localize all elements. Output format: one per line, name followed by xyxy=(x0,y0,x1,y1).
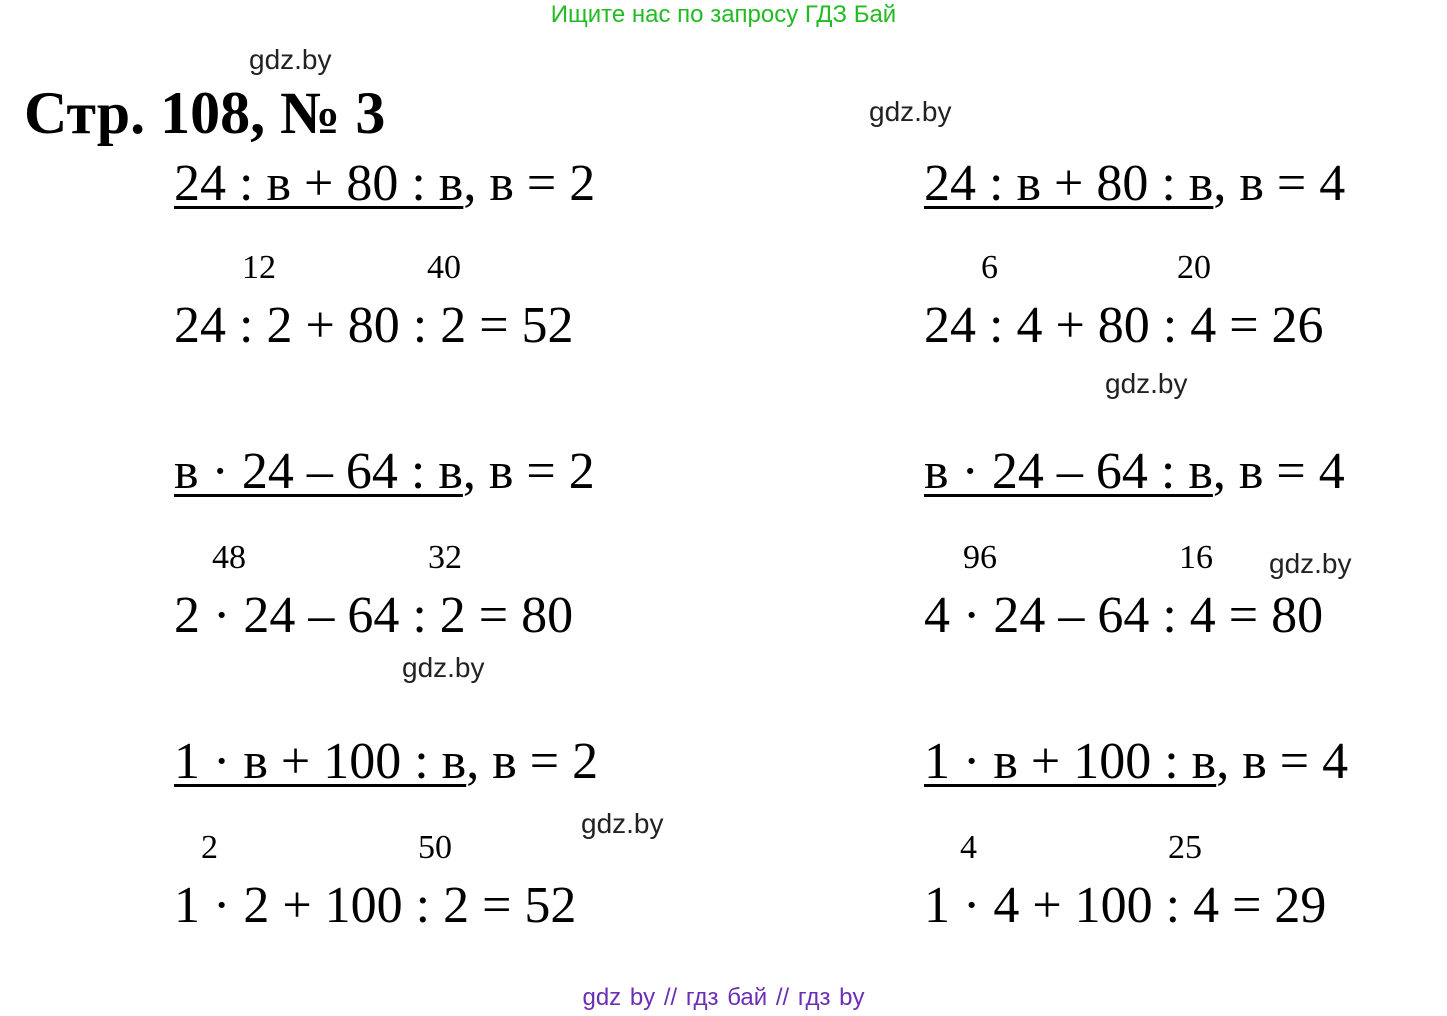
intermediate-value: 16 xyxy=(1179,539,1213,576)
calculation: 1 · 4 + 100 : 4 = 29 xyxy=(924,877,1327,934)
expression-underlined: в · 24 – 64 : в xyxy=(924,443,1213,500)
intermediate-value: 25 xyxy=(1168,829,1202,866)
intermediate-value: 2 xyxy=(201,829,218,866)
watermark: gdz.by xyxy=(402,652,485,683)
expression xyxy=(174,442,595,502)
expression-condition: , в = 2 xyxy=(462,443,595,500)
calculation: 1 · 2 + 100 : 2 = 52 xyxy=(174,877,577,934)
watermark: gdz.by xyxy=(581,808,664,839)
intermediate-value: 20 xyxy=(1177,249,1211,286)
watermark: gdz.by xyxy=(869,96,952,127)
expression xyxy=(924,442,1345,502)
watermark: gdz.by xyxy=(1105,368,1188,399)
expression xyxy=(924,732,1348,792)
expression-underlined: 1 · в + 100 : в xyxy=(924,733,1217,790)
expression-condition: , в = 4 xyxy=(1216,733,1349,790)
intermediate-value: 50 xyxy=(418,829,452,866)
expression-underlined: 24 : в + 80 : в xyxy=(174,155,464,212)
intermediate-value: 40 xyxy=(427,249,461,286)
expression xyxy=(174,732,598,792)
bottom-banner: gdz by // гдз бай // гдз by xyxy=(582,984,865,1011)
intermediate-value: 32 xyxy=(428,539,462,576)
calculation: 2 · 24 – 64 : 2 = 80 xyxy=(174,587,574,644)
watermark: gdz.by xyxy=(249,44,332,75)
intermediate-value: 12 xyxy=(242,249,276,286)
expression-condition: , в = 2 xyxy=(463,155,596,212)
expression-underlined: 24 : в + 80 : в xyxy=(924,155,1214,212)
intermediate-value: 96 xyxy=(963,539,997,576)
page-title: Стр. 108, № 3 xyxy=(24,80,386,146)
calculation: 24 : 2 + 80 : 2 = 52 xyxy=(174,297,574,354)
expression xyxy=(924,154,1345,214)
intermediate-value: 6 xyxy=(981,249,998,286)
expression-condition: , в = 4 xyxy=(1212,443,1345,500)
calculation: 4 · 24 – 64 : 4 = 80 xyxy=(924,587,1324,644)
expression-underlined: 1 · в + 100 : в xyxy=(174,733,467,790)
expression-condition: , в = 2 xyxy=(466,733,599,790)
expression-underlined: в · 24 – 64 : в xyxy=(174,443,463,500)
calculation: 24 : 4 + 80 : 4 = 26 xyxy=(924,297,1324,354)
top-banner: Ищите нас по запросу ГДЗ Бай xyxy=(550,1,897,28)
intermediate-value: 48 xyxy=(212,539,246,576)
watermark: gdz.by xyxy=(1269,548,1352,579)
intermediate-value: 4 xyxy=(960,829,977,866)
expression xyxy=(174,154,595,214)
expression-condition: , в = 4 xyxy=(1213,155,1346,212)
